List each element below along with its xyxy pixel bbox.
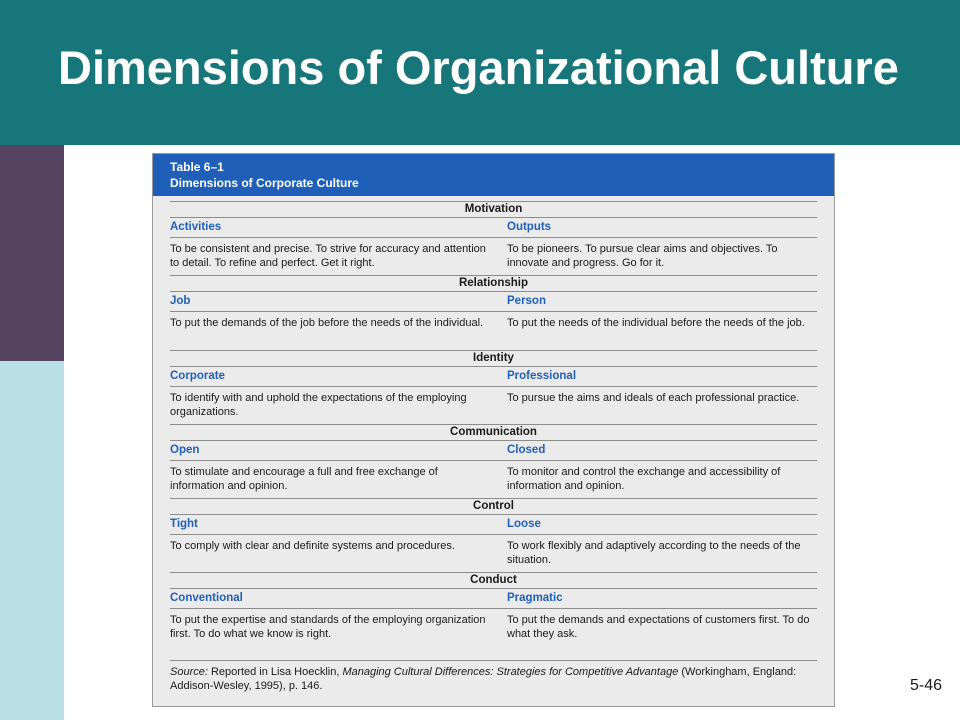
left-description: To identify with and uphold the expectations of the employing organizations. <box>170 392 467 418</box>
divider <box>170 311 817 312</box>
side-accent-purple <box>0 145 64 361</box>
divider <box>170 217 817 218</box>
culture-table <box>152 153 835 707</box>
left-description: To put the demands of the job before the needs of the individual. <box>170 317 484 329</box>
table-section <box>170 498 817 573</box>
section-title: Identity <box>473 352 514 364</box>
left-heading: Conventional <box>170 592 243 604</box>
table-section <box>170 275 817 350</box>
table-section <box>170 424 817 499</box>
left-description: To put the expertise and standards of the employing organization first. To do what we know is right. <box>170 614 486 640</box>
section-title: Motivation <box>464 203 523 215</box>
source-text-1: Reported in Lisa Hoecklin, <box>207 666 343 678</box>
table-source-note <box>170 665 820 693</box>
right-heading: Person <box>507 295 546 307</box>
right-heading: Closed <box>507 444 546 456</box>
table-caption: Dimensions of Corporate Culture <box>170 176 359 190</box>
left-heading: Open <box>170 444 200 456</box>
section-title: Relationship <box>458 277 528 289</box>
right-heading: Loose <box>507 518 541 530</box>
divider <box>170 608 817 609</box>
source-book-title: Managing Cultural Differences: Strategies for Competitive Advantage <box>342 666 679 678</box>
left-heading: Corporate <box>170 370 225 382</box>
right-description: To put the demands and expectations of customers first. To do what they ask. <box>507 614 810 640</box>
side-accent-light <box>0 361 64 720</box>
divider <box>170 534 817 535</box>
right-description: To pursue the aims and ideals of each professional practice. <box>507 392 800 404</box>
right-description: To put the needs of the individual before the needs of the job. <box>507 317 805 329</box>
divider <box>170 291 817 292</box>
table-label: Table 6–1 <box>170 160 224 174</box>
divider <box>170 514 817 515</box>
section-title: Conduct <box>470 574 517 586</box>
right-heading: Outputs <box>507 221 552 233</box>
slide-number: 5-46 <box>909 677 942 694</box>
section-title: Control <box>473 500 514 512</box>
section-title: Communication <box>450 426 537 438</box>
divider <box>170 440 817 441</box>
divider <box>170 386 817 387</box>
table-header <box>153 154 834 196</box>
left-description: To stimulate and encourage a full and free exchange of information and opinion. <box>170 466 438 492</box>
table-section <box>170 350 817 425</box>
divider <box>170 460 817 461</box>
divider <box>170 366 817 367</box>
right-description: To monitor and control the exchange and accessibility of information and opinion. <box>507 466 781 492</box>
left-description: To comply with clear and definite systems and procedures. <box>170 540 455 552</box>
left-description: To be consistent and precise. To strive for accuracy and attention to detail. To refine and perfect. Get it right. <box>170 243 486 269</box>
divider <box>170 237 817 238</box>
table-section <box>170 572 817 647</box>
right-heading: Professional <box>507 370 577 382</box>
source-text-2: (Workingham, England: Addison-Wesley, 1995), p. 146. <box>170 666 797 692</box>
divider <box>170 660 817 661</box>
divider <box>170 588 817 589</box>
right-heading: Pragmatic <box>507 592 563 604</box>
left-heading: Activities <box>170 221 222 233</box>
left-heading: Tight <box>170 518 198 530</box>
right-description: To be pioneers. To pursue clear aims and objectives. To innovate and progress. Go for it. <box>507 243 778 269</box>
source-label: Source: <box>170 666 208 678</box>
right-description: To work flexibly and adaptively according to the needs of the situation. <box>507 540 801 566</box>
slide-title: Dimensions of Organizational Culture <box>58 41 899 94</box>
table-section <box>170 201 817 276</box>
left-heading: Job <box>170 295 191 307</box>
